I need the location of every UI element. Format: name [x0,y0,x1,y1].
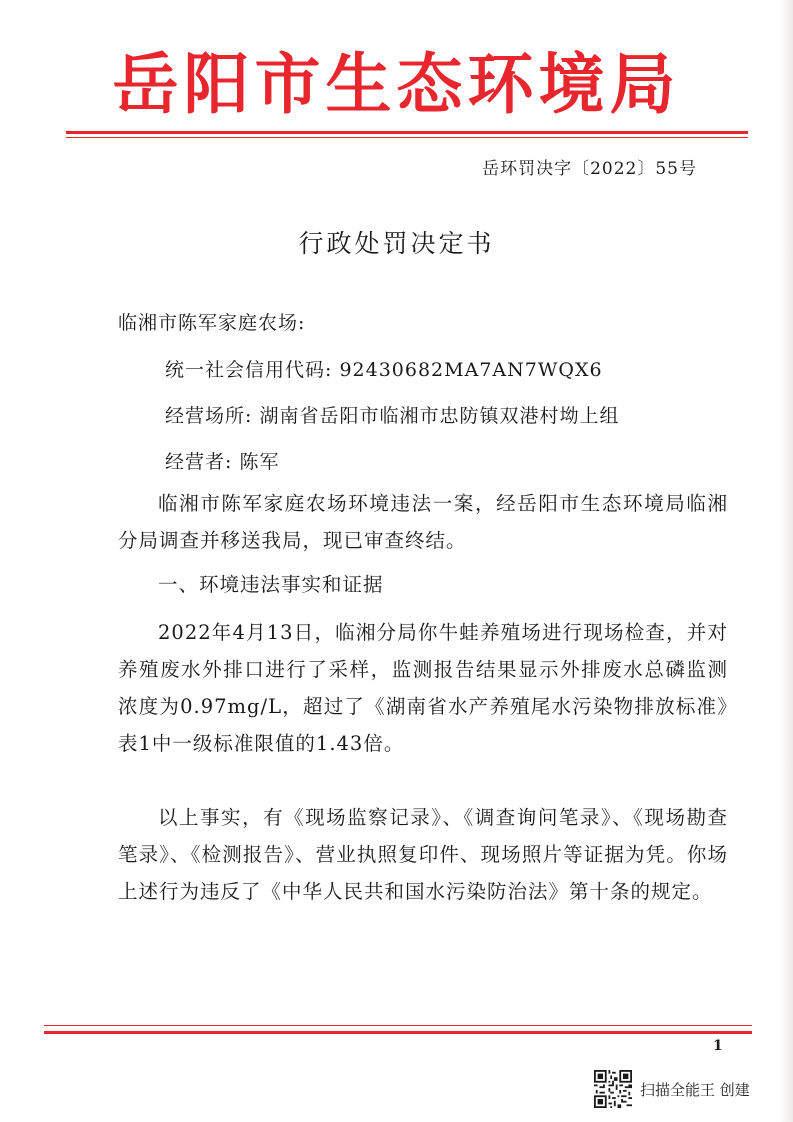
operator-line: 经营者: 陈军 [165,451,280,473]
footer-rule-thin [44,1025,752,1026]
qr-code-icon [594,1070,632,1108]
business-location-line: 经营场所: 湖南省岳阳市临湘市忠防镇双港村坳上组 [165,405,620,427]
header-rule-thick [66,131,748,134]
header-rule-thin [66,137,748,138]
watermark-text: 扫描全能王 创建 [640,1080,750,1099]
document-number: 岳环罚决字〔2022〕55号 [482,159,697,179]
section-heading: 一、环境违法事实和证据 [158,573,384,596]
page-number: 1 [713,1038,723,1054]
credit-code-line: 统一社会信用代码: 92430682MA7AN7WQX6 [165,359,603,381]
footer-rule-thick [44,1031,752,1034]
agency-letterhead: 岳阳市生态环境局 [112,46,681,123]
addressee: 临湘市陈军家庭农场: [118,312,306,334]
document-title: 行政处罚决定书 [298,229,495,258]
intro-paragraph: 临湘市陈军家庭农场环境违法一案，经岳阳市生态环境局临湘分局调查并移送我局，现已审查终结。 [118,492,728,552]
scanner-watermark [594,1070,750,1108]
facts-paragraph: 2022年4月13日，临湘分局你牛蛙养殖场进行现场检查，并对养殖废水外排口进行了采样，监测报告结果显示外排废水总磷监测浓度为0.97mg/L，超过了《湖南省水产养殖尾水污染物排放标准》表1中一级标准限值的1.43倍。 [118,621,728,755]
page-edge-shadow [779,0,793,1122]
evidence-paragraph: 以上事实，有《现场监察记录》、《调查询问笔录》、《现场勘查笔录》、《检测报告》、营业执照复印件、现场照片等证据为凭。你场上述行为违反了《中华人民共和国水污染防治法》第十条的规定。 [118,806,728,903]
